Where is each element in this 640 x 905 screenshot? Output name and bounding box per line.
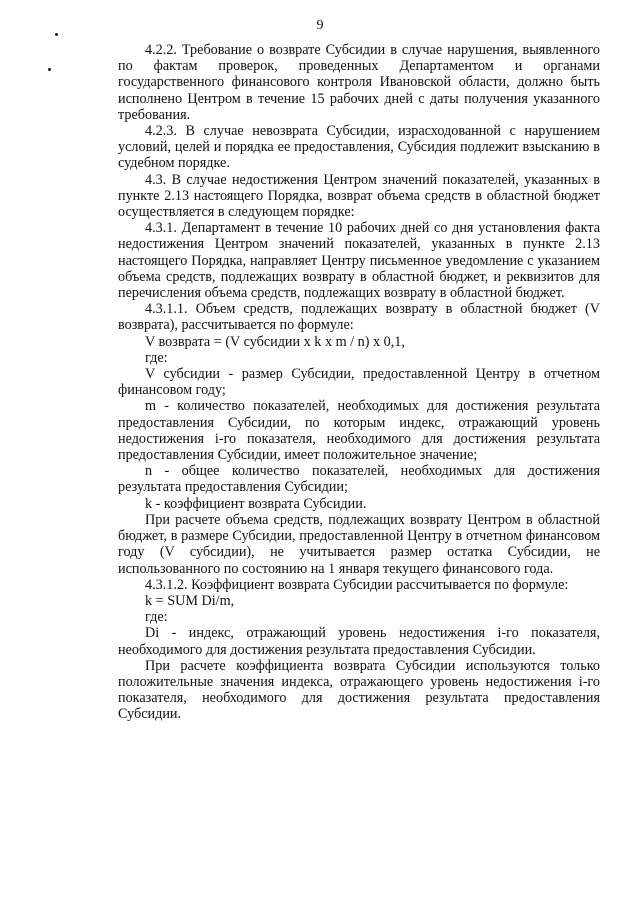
formula-k: k = SUM Di/m,: [145, 592, 235, 609]
definition-m: m - количество показателей, необходимых для достижения результата предоставления Субсидии, по которым индекс, отражающий уровень недостижения i-го показателя, необходимого для достижения результата предоставления Субсидии, имеет положительное значение;: [118, 398, 600, 464]
scan-speck: [48, 68, 51, 71]
paragraph-4-3: 4.3. В случае недостижения Центром значений показателей, указанных в пункте 2.13 настоящего Порядка, возврат объема средств в областной бюджет осуществляется в следующем порядке:: [118, 171, 600, 221]
page-number: 9: [316, 18, 324, 33]
definition-di: Di - индекс, отражающий уровень недостижения i-го показателя, необходимого для достижения результата предоставления Субсидии.: [118, 625, 600, 658]
where-label-2: где:: [145, 609, 168, 626]
paragraph-4-3-1-2: 4.3.1.2. Коэффициент возврата Субсидии рассчитывается по формуле:: [145, 576, 569, 593]
paragraph-calculation-note: При расчете объема средств, подлежащих возврату Центром в областной бюджет, в размере Субсидии, предоставленной Центру в отчетном финансовом году (V субсидии), не учитывается размер остатка Субсидии, не использованного по состоянию на 1 января текущего финансового года.: [118, 511, 600, 577]
document-body: [118, 42, 600, 723]
paragraph-4-2-2: 4.2.2. Требование о возврате Субсидии в случае нарушения, выявленного по фактам проверок, проведенных Департаментом и органами государственного финансового контроля Ивановской области, должно быть исполнено Центром в течение 15 рабочих дней с даты получения указанного требования.: [118, 42, 600, 123]
formula-v-return: V возврата = (V субсидии x k x m / n) x 0,1,: [145, 333, 405, 350]
paragraph-4-2-3: 4.2.3. В случае невозврата Субсидии, израсходованной с нарушением условий, целей и порядка ее предоставления, Субсидия подлежит взысканию в судебном порядке.: [118, 123, 600, 172]
definition-n: n - общее количество показателей, необходимых для достижения результата предоставления Субсидии;: [118, 463, 600, 496]
paragraph-final-note: При расчете коэффициента возврата Субсидии используются только положительные значения индекса, отражающего уровень недостижения i-го показателя, необходимого для достижения результата предоставления Субсидии.: [118, 657, 600, 723]
paragraph-4-3-1-1: 4.3.1.1. Объем средств, подлежащих возврату в областной бюджет (V возврата), рассчитывается по формуле:: [118, 301, 600, 334]
definition-k: k - коэффициент возврата Субсидии.: [145, 495, 367, 512]
paragraph-4-3-1: 4.3.1. Департамент в течение 10 рабочих дней со дня установления факта недостижения Центром значений показателей, указанных в пункте 2.13 настоящего Порядка, направляет Центру письменное уведомление с указанием объема средств, подлежащих возврату в областной бюджет, и реквизитов для перечисления объема средств, подлежащих возврату в областной бюджет.: [118, 220, 600, 302]
definition-v-subsidy: V субсидии - размер Субсидии, предоставленной Центру в отчетном финансовом году;: [118, 366, 600, 399]
where-label: где:: [145, 349, 168, 366]
